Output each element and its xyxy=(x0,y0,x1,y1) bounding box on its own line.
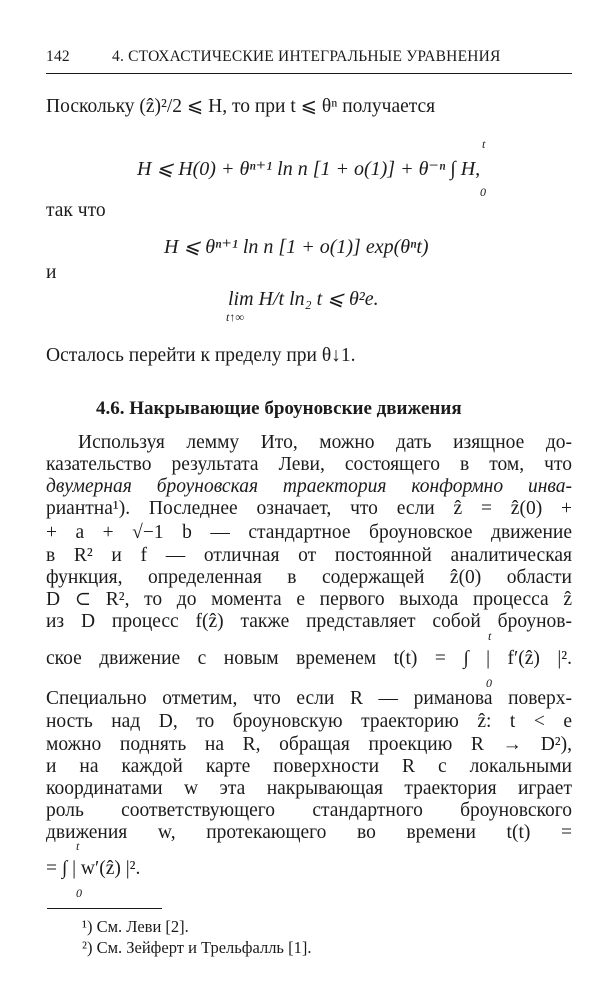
paragraph-line: D ⊂ R², то до момента e первого выхода процесса ẑ xyxy=(46,589,572,610)
text-line: Поскольку (ẑ)²/2 ⩽ H, то при t ⩽ θⁿ получается xyxy=(46,96,436,117)
integral-lower-limit: 0 xyxy=(480,185,486,199)
section-heading: 4.6. Накрывающие броуновские движения xyxy=(96,398,462,419)
running-title: 4. СТОХАСТИЧЕСКИЕ ИНТЕГРАЛЬНЫЕ УРАВНЕНИЯ xyxy=(112,48,501,65)
integral-upper-limit: t xyxy=(76,839,80,853)
page-number: 142 xyxy=(46,48,70,65)
paragraph-line: функция, определенная в содержащей ẑ(0) области xyxy=(46,567,572,588)
paragraph-line: Специально отметим, что если R — риманова поверх- xyxy=(46,688,572,709)
paragraph-line: + a + √−1 b — стандартное броуновское движение xyxy=(46,522,572,543)
integral-lower-limit: 0 xyxy=(76,886,82,900)
footnote: ²) См. Зейферт и Трельфалль [1]. xyxy=(82,938,312,957)
header-rule xyxy=(46,73,572,74)
paragraph-line: из D процесс f(ẑ) также представляет собой броунов- xyxy=(46,611,572,632)
paragraph-line: ское движение с новым временем t(t) = ∫ | f′(ẑ) |². xyxy=(46,648,572,669)
integral-lower-limit: 0 xyxy=(486,676,492,690)
footnote: ¹) См. Леви [2]. xyxy=(82,917,189,936)
text-line: так что xyxy=(46,200,106,221)
paragraph-line: риантна¹). Последнее означает, что если ẑ = ẑ(0) + xyxy=(46,498,572,519)
paragraph-line: двумерная броуновская траектория конформно инва- xyxy=(46,476,572,497)
formula-3: lim H/t ln₂ t ⩽ θ²e. xyxy=(228,288,379,310)
paragraph-line: ность над D, то броуновскую траекторию ẑ: t < e xyxy=(46,711,572,732)
paragraph-line: координатами w эта накрывающая траектория играет xyxy=(46,778,572,799)
integral-upper-limit: t xyxy=(488,629,492,643)
integral-upper-limit: t xyxy=(482,137,486,151)
paragraph-line: движения w, протекающего во времени t(t) = xyxy=(46,822,572,843)
formula-1: H ⩽ H(0) + θⁿ⁺¹ ln n [1 + o(1)] + θ⁻ⁿ ∫ H, xyxy=(137,158,481,180)
limit-subscript: t↑∞ xyxy=(226,310,244,324)
paragraph-line: Используя лемму Ито, можно дать изящное до- xyxy=(78,432,572,453)
text-line: и xyxy=(46,262,57,283)
paragraph-line: = ∫ | w′(ẑ) |². xyxy=(46,858,141,879)
paragraph-line: и на каждой карте поверхности R с локальными xyxy=(46,756,572,777)
formula-2: H ⩽ θⁿ⁺¹ ln n [1 + o(1)] exp(θⁿt) xyxy=(164,236,429,258)
paragraph-line: роль соответствующего стандартного броуновского xyxy=(46,800,572,821)
paragraph-line: в R² и f — отличная от постоянной аналитическая xyxy=(46,545,572,566)
text-line: Осталось перейти к пределу при θ↓1. xyxy=(46,345,356,366)
footnote-rule xyxy=(47,908,162,909)
paragraph-line: можно поднять на R, обращая проекцию R → D²), xyxy=(46,734,572,755)
paragraph-line: казательство результата Леви, состоящего в том, что xyxy=(46,454,572,475)
